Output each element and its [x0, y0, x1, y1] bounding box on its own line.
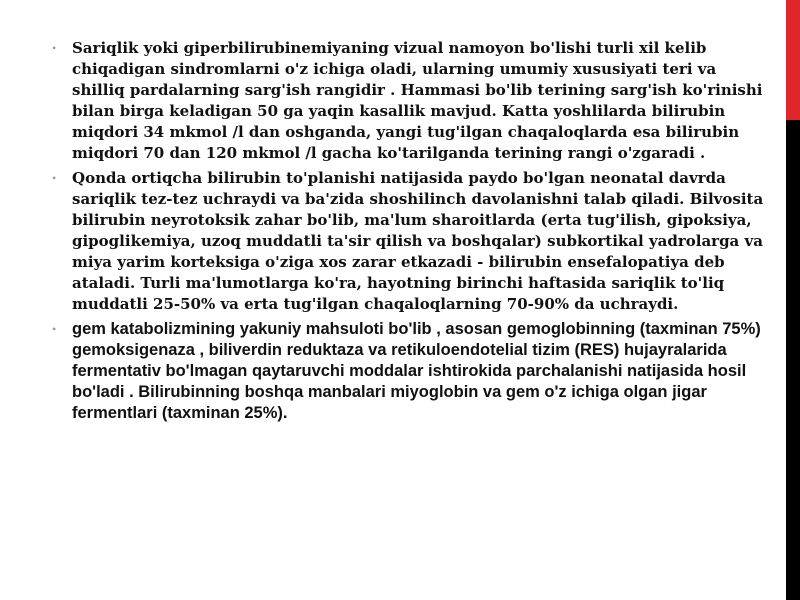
accent-bar-red [786, 0, 800, 120]
bullet-text: gem katabolizmining yakuniy mahsuloti bo'lib , asosan gemoglobinning (taxminan 75%) gemoksigenaza , biliverdin reduktaza va retikuloendotelial tizim (RES) hujayralarida fermentativ bo'lmagan qaytaruvchi moddalar ishtirokida parchalanishi natijasida hosil bo'ladi . Bilirubinning boshqa manbalari miyoglobin va gem o'z ichiga olgan jigar fermentlari (taxminan 25%). [72, 320, 761, 422]
bullet-text: Qonda ortiqcha bilirubin to'planishi natijasida paydo bo'lgan neonatal davrda sariqlik tez-tez uchraydi va ba'zida shoshilinch davolanishni talab qiladi. Bilvosita bilirubin neyrotoksik zahar bo'lib, ma'lum sharoitlarda (erta tug'ilish, gipoksiya, gipoglikemiya, uzoq muddatli ta'sir qilish va boshqalar) subkortikal yadrolarga va miya yarim korteksiga o'ziga xos zarar etkazadi - bilirubin ensefalopatiya deb ataladi. Turli ma'lumotlarga ko'ra, hayotning birinchi haftasida sariqlik to'liq muddatli 25-50% va erta tug'ilgan chaqaloqlarning 70-90% da uchraydi. [72, 169, 764, 313]
bullet-dot-icon: • [52, 171, 57, 185]
bullet-item-1 [52, 38, 764, 164]
bullet-list [52, 38, 764, 428]
bullet-dot-icon: • [52, 41, 57, 55]
bullet-item-3 [52, 319, 764, 424]
bullet-dot-icon: • [52, 322, 57, 336]
accent-bar-black [786, 120, 800, 600]
bullet-item-2 [52, 168, 764, 315]
bullet-text: Sariqlik yoki giperbilirubinemiyaning vizual namoyon bo'lishi turli xil kelib chiqadigan sindromlarni o'z ichiga oladi, ularning umumiy xususiyati teri va shilliq pardalarning sarg'ish rangidir . Hammasi bo'lib terining sarg'ish ko'rinishi bilan birga keladigan 50 ga yaqin kasallik mavjud. Katta yoshlilarda bilirubin miqdori 34 mkmol /l dan oshganda, yangi tug'ilgan chaqaloqlarda esa bilirubin miqdori 70 dan 120 mkmol /l gacha ko'tarilganda terining rangi o'zgaradi . [72, 39, 763, 162]
